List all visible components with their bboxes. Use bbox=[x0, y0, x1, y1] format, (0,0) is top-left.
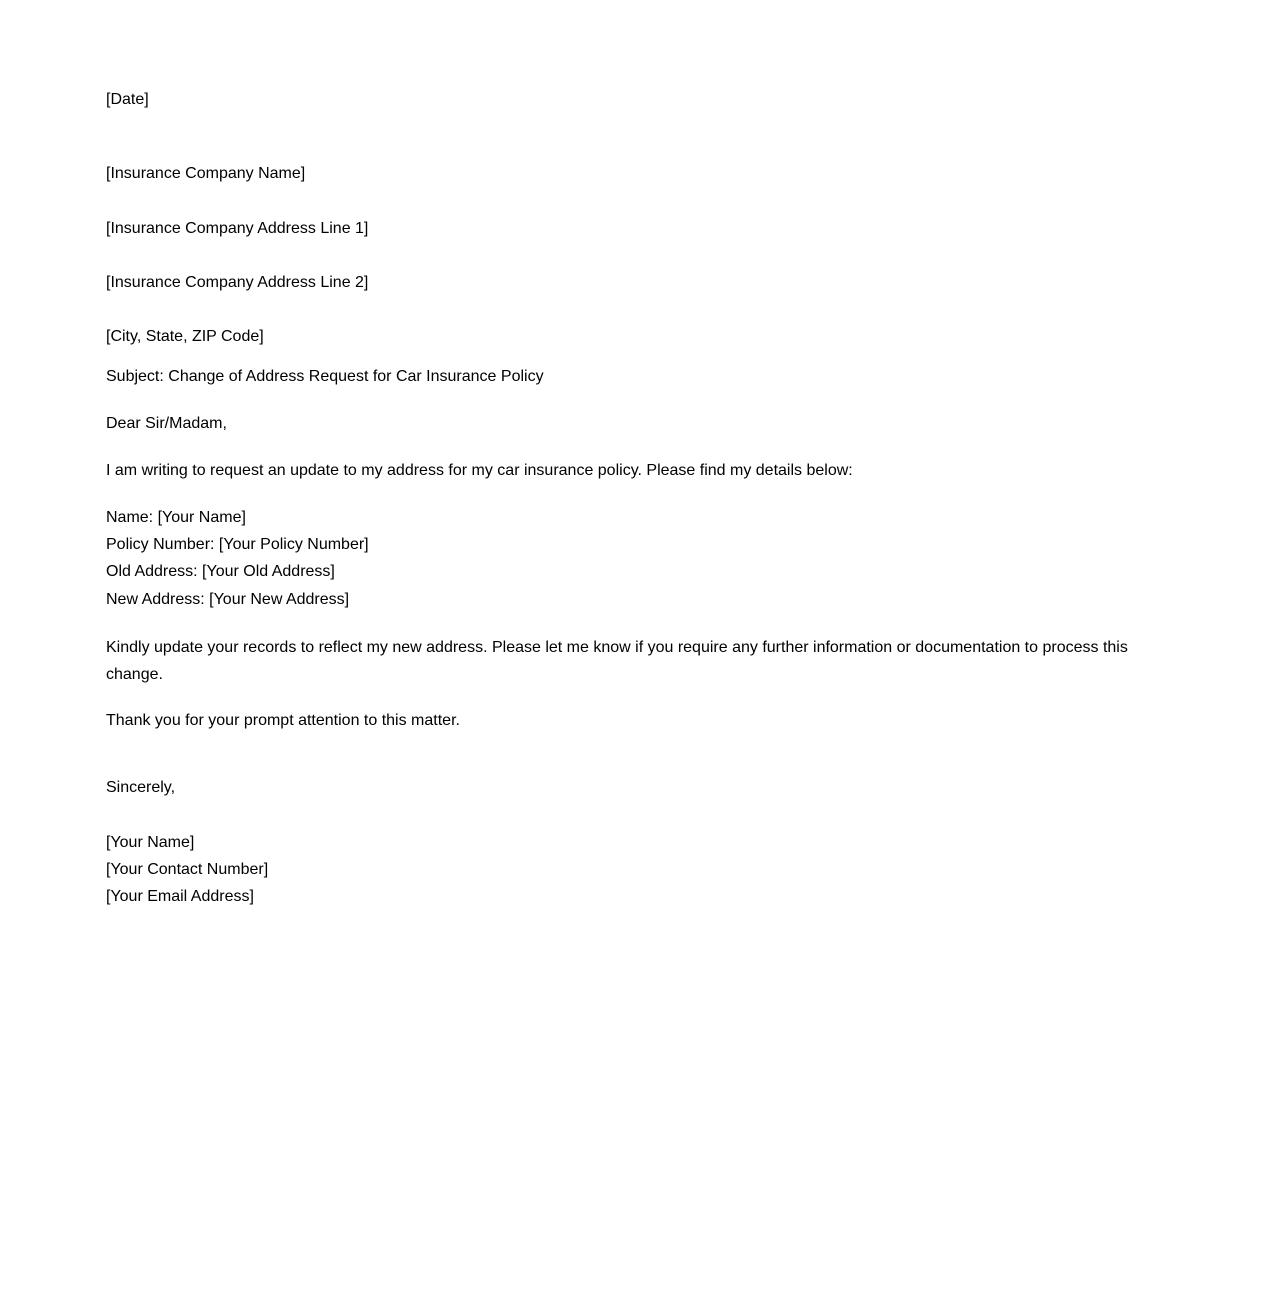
detail-old-address: Old Address: [Your Old Address] bbox=[106, 563, 335, 580]
detail-policy-number: Policy Number: [Your Policy Number] bbox=[106, 536, 369, 553]
detail-name: Name: [Your Name] bbox=[106, 509, 246, 526]
signature-contact-number: [Your Contact Number] bbox=[106, 861, 269, 878]
detail-new-address: New Address: [Your New Address] bbox=[106, 591, 350, 608]
date: [Date] bbox=[106, 91, 149, 108]
recipient-address-line-2: [Insurance Company Address Line 2] bbox=[106, 274, 369, 291]
signature-name: [Your Name] bbox=[106, 834, 195, 851]
recipient-city-state-zip: [City, State, ZIP Code] bbox=[106, 328, 264, 345]
intro-paragraph: I am writing to request an update to my address for my car insurance policy. Please find my details below: bbox=[106, 462, 853, 479]
recipient-address-line-1: [Insurance Company Address Line 1] bbox=[106, 220, 369, 237]
closing: Sincerely, bbox=[106, 779, 176, 796]
request-paragraph: Kindly update your records to reflect my new address. Please let me know if you require any further information or documentation to process this change. bbox=[106, 639, 1128, 683]
recipient-company-name: [Insurance Company Name] bbox=[106, 165, 306, 182]
subject-line: Subject: Change of Address Request for Car Insurance Policy bbox=[106, 368, 544, 385]
signature-email: [Your Email Address] bbox=[106, 888, 254, 905]
salutation: Dear Sir/Madam, bbox=[106, 415, 227, 432]
thanks-paragraph: Thank you for your prompt attention to this matter. bbox=[106, 712, 460, 729]
